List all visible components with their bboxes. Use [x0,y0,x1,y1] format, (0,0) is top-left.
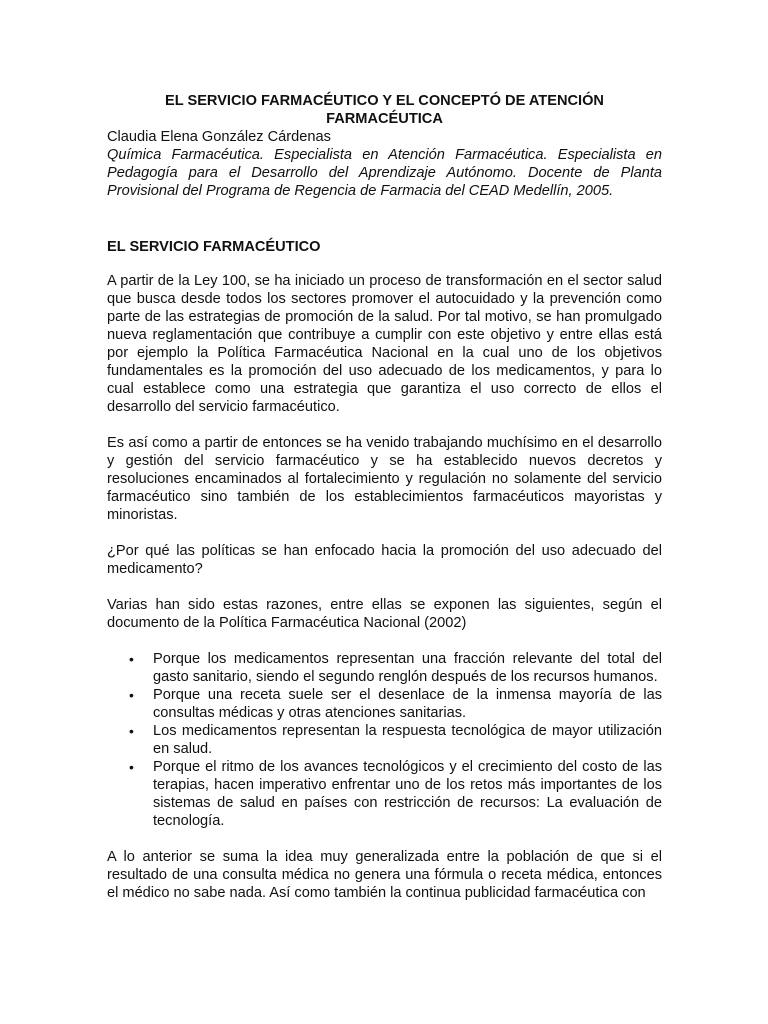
author-affiliation: Química Farmacéutica. Especialista en Atención Farmacéutica. Especialista en Pedagogía para el Desarrollo del Aprendizaje Autónomo. Docente de Planta Provisional del Programa de Regencia de Farmacia del CEAD Medellín, 2005. [107,147,662,199]
list-item-text: Porque los medicamentos representan una fracción relevante del total del gasto sanitario, siendo el segundo renglón después de los recursos humanos. [153,651,662,685]
paragraph-question: ¿Por qué las políticas se han enfocado hacia la promoción del uso adecuado del medicamento? [107,543,662,577]
bullet-icon: • [129,723,134,739]
list-item-text: Los medicamentos representan la respuesta tecnológica de mayor utilización en salud. [153,723,662,757]
list-item [107,686,662,722]
bullet-icon: • [129,759,134,775]
list-item [107,650,662,686]
list-item [107,722,662,758]
section-heading: EL SERVICIO FARMACÉUTICO [107,239,321,255]
paragraph-razones: Varias han sido estas razones, entre ellas se exponen las siguientes, según el documento de la Política Farmacéutica Nacional (2002) [107,597,662,631]
list-item-text: Porque una receta suele ser el desenlace de la inmensa mayoría de las consultas médicas y otras atenciones sanitarias. [153,687,662,721]
paragraph-closing: A lo anterior se suma la idea muy generalizada entre la población de que si el resultado de una consulta médica no genera una fórmula o receta médica, entonces el médico no sabe nada. Así como también la continua publicidad farmacéutica con [107,849,662,901]
bullet-icon: • [129,651,134,667]
bullet-icon: • [129,687,134,703]
document-title-line-2: FARMACÉUTICA [326,111,443,127]
document-title [107,92,662,128]
paragraph-gestion-servicio: Es así como a partir de entonces se ha venido trabajando muchísimo en el desarrollo y gestión del servicio farmacéutico y se ha establecido nuevos decretos y resoluciones encaminados al fortalecimiento y regulación no solamente del servicio farmacéutico sino también de los establecimientos farmacéuticos mayoristas y minoristas. [107,435,662,523]
reasons-list [107,650,662,830]
list-item [107,758,662,830]
author-name: Claudia Elena González Cárdenas [107,129,331,145]
paragraph-ley-100: A partir de la Ley 100, se ha iniciado un proceso de transformación en el sector salud que busca desde todos los sectores promover el autocuidado y la prevención como parte de las estrategias de promoción de la salud. Por tal motivo, se han promulgado nueva reglamentación que contribuye a cumplir con este objetivo y entre ellas está por ejemplo la Política Farmacéutica Nacional en la cual uno de los objetivos fundamentales es la promoción del uso adecuado de los medicamentos, y para lo cual establece como una estrategia que garantiza el uso correcto de ellos el desarrollo del servicio farmacéutico. [107,273,662,415]
document-title-line-1: EL SERVICIO FARMACÉUTICO Y EL CONCEPTÓ DE ATENCIÓN [165,93,604,109]
list-item-text: Porque el ritmo de los avances tecnológicos y el crecimiento del costo de las terapias, hacen imperativo enfrentar uno de los retos más importantes de los sistemas de salud en países con restricción de recursos: La evaluación de tecnología. [153,759,662,829]
